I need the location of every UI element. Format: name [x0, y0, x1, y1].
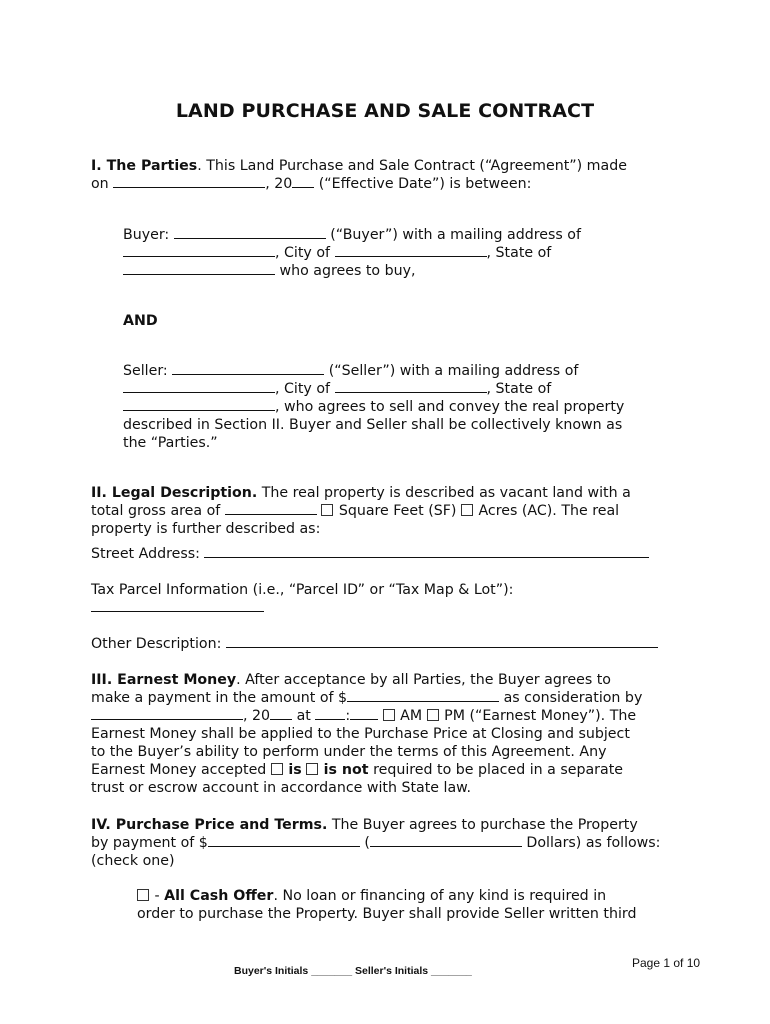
section-heading: IV. Purchase Price and Terms.	[91, 817, 328, 833]
buyer-city-blank[interactable]	[335, 244, 487, 257]
seller-state-blank[interactable]	[123, 398, 275, 411]
other-description-line: Other Description:	[91, 635, 658, 653]
checkbox-is[interactable]	[271, 763, 283, 775]
date-blank[interactable]	[113, 175, 265, 188]
earnest-minute-blank[interactable]	[350, 707, 378, 720]
section-earnest-money: III. Earnest Money. After acceptance by all Parties, the Buyer agrees to make a payment in the amount of $ as consideration by , 20 at : AM PM (“Earnest Money”). The Earnest Money shall be applied to the Purchase Price at Closing and subject to the Buyer’s ability to perform under the terms of this Agreement. Any Earnest Money accepted is is not required to be placed in a separate trust or escrow account in accordance with State law.	[91, 672, 643, 796]
seller-city-blank[interactable]	[335, 380, 487, 393]
checkbox-square-feet[interactable]	[321, 504, 333, 516]
checkbox-am[interactable]	[383, 709, 395, 721]
other-description-blank[interactable]	[226, 635, 658, 648]
page-number: Page 1 of 10	[632, 956, 701, 970]
year-blank[interactable]	[292, 175, 314, 188]
section-heading: II. Legal Description.	[91, 485, 258, 501]
street-address-blank[interactable]	[204, 545, 649, 558]
tax-parcel-blank[interactable]	[91, 599, 264, 612]
earnest-date-blank[interactable]	[91, 707, 243, 720]
document-title: LAND PURCHASE AND SALE CONTRACT	[175, 100, 595, 122]
section-purchase-price: IV. Purchase Price and Terms. The Buyer agrees to purchase the Property by payment of $ ( Dollars) as follows: (check one)	[91, 817, 661, 869]
seller-address-blank[interactable]	[123, 380, 275, 393]
buyer-name-blank[interactable]	[174, 226, 326, 239]
section-heading: I. The Parties	[91, 158, 198, 174]
section-parties: I. The Parties. This Land Purchase and Sale Contract (“Agreement”) made on , 20 (“Effective Date”) is between:	[91, 158, 627, 192]
checkbox-pm[interactable]	[427, 709, 439, 721]
checkbox-acres[interactable]	[461, 504, 473, 516]
seller-block: Seller: (“Seller”) with a mailing address of , City of , State of , who agrees to sell and convey the real property described in Section II. Buyer and Seller shall be collectively known as the “Parties.”	[123, 363, 625, 451]
purchase-price-words-blank[interactable]	[370, 834, 522, 847]
purchase-price-blank[interactable]	[208, 834, 360, 847]
street-address-line: Street Address:	[91, 545, 649, 563]
all-cash-offer-option: - All Cash Offer. No loan or financing of any kind is required in order to purchase the Property. Buyer shall provide Seller written third	[137, 888, 637, 922]
section-legal-description: II. Legal Description. The real property is described as vacant land with a total gross area of Square Feet (SF) Acres (AC). The real property is further described as:	[91, 485, 631, 537]
tax-parcel-line: Tax Parcel Information (i.e., “Parcel ID” or “Tax Map & Lot”):	[91, 581, 513, 617]
buyer-state-blank[interactable]	[123, 262, 275, 275]
section-heading: III. Earnest Money	[91, 672, 237, 688]
seller-name-blank[interactable]	[172, 362, 324, 375]
earnest-amount-blank[interactable]	[347, 689, 499, 702]
checkbox-all-cash-offer[interactable]	[137, 889, 149, 901]
buyer-block: Buyer: (“Buyer”) with a mailing address of , City of , State of who agrees to buy,	[123, 227, 581, 279]
gross-area-blank[interactable]	[225, 502, 317, 515]
buyer-address-blank[interactable]	[123, 244, 275, 257]
initials-footer: Buyer's Initials _______ Seller's Initials _______	[234, 965, 472, 977]
checkbox-is-not[interactable]	[306, 763, 318, 775]
and-label: AND	[123, 313, 158, 329]
earnest-year-blank[interactable]	[270, 707, 292, 720]
earnest-hour-blank[interactable]	[315, 707, 345, 720]
